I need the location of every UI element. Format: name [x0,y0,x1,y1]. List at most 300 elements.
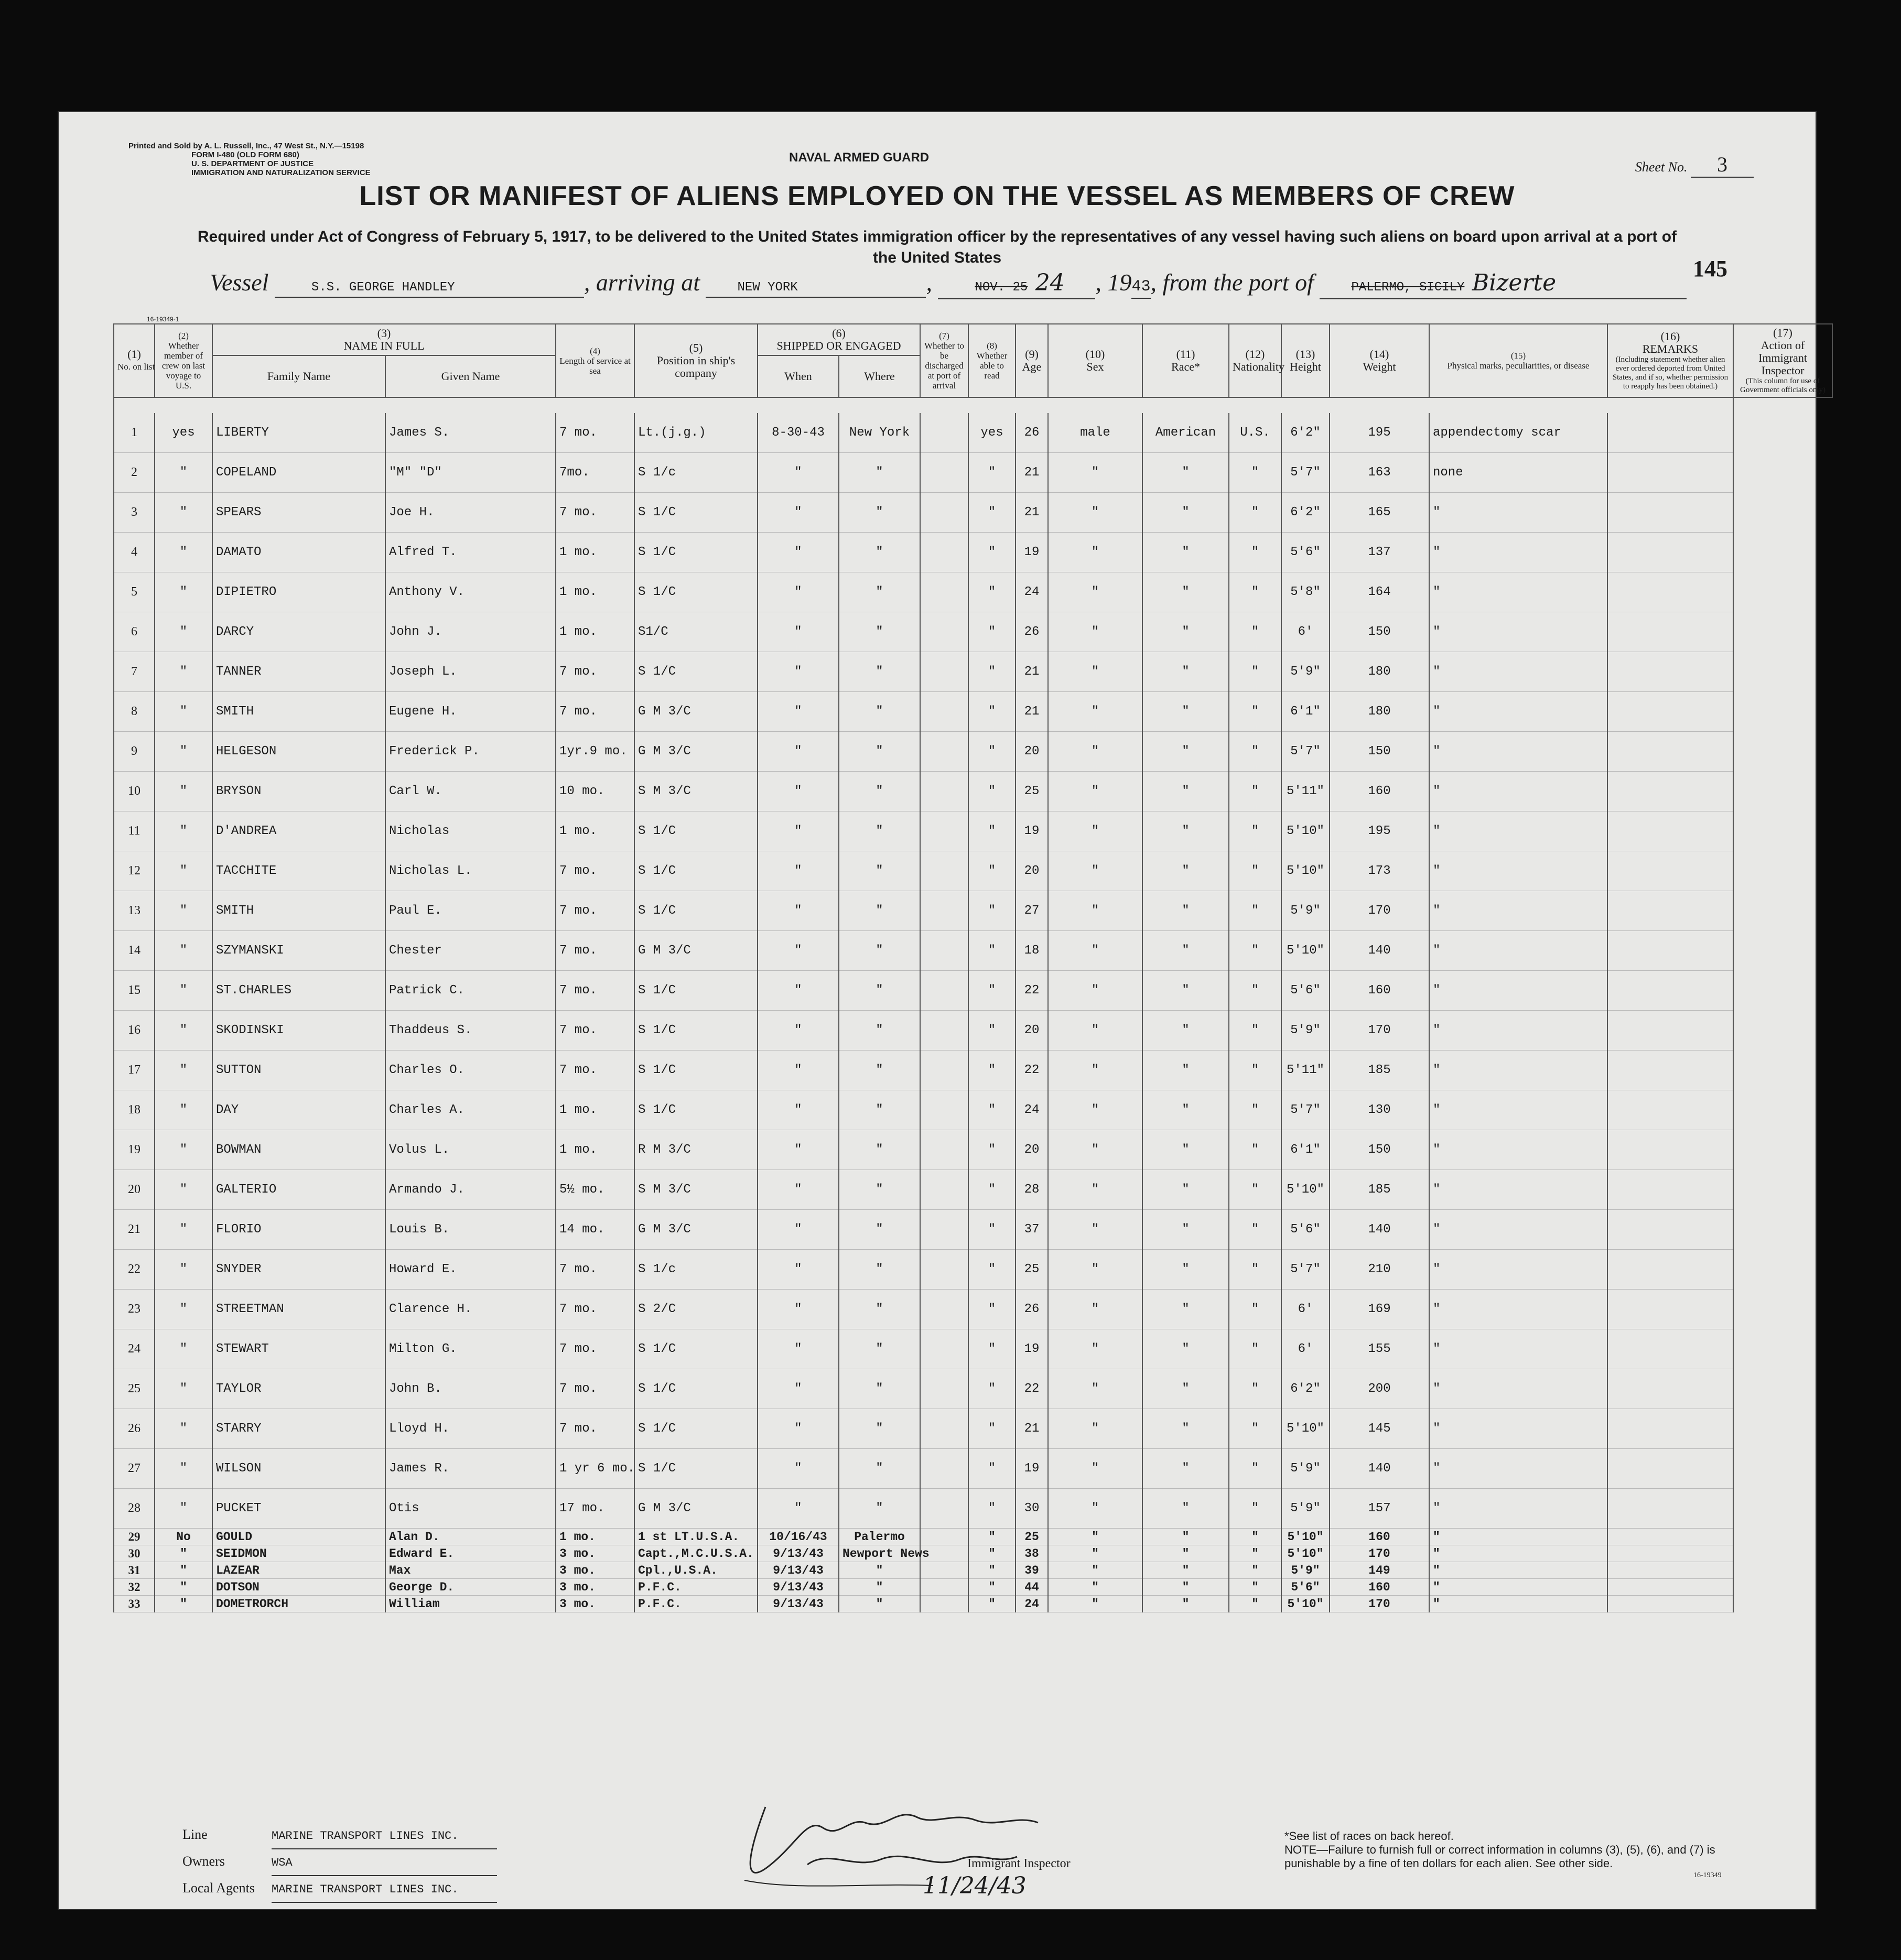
cell-when: " [758,891,839,931]
cell-inspector-action [1607,1170,1733,1210]
cell-sex: " [1048,1329,1142,1369]
cell-given: Paul E. [385,891,556,931]
cell-height: 5'9" [1281,1562,1330,1579]
cell-family: HELGESON [212,732,385,772]
cell-height: 5'8" [1281,572,1330,612]
cell-nat: " [1229,811,1281,851]
cell-disch [920,971,968,1011]
cell-when: " [758,1369,839,1409]
cell-read: " [968,851,1016,891]
cell-age: 26 [1016,1290,1048,1329]
cell-no: 32 [114,1579,155,1596]
cell-service: 10 mo. [556,772,634,811]
cell-position: G M 3/C [634,1489,758,1529]
cell-inspector-action [1607,811,1733,851]
cell-service: 1 mo. [556,572,634,612]
cell-prev: " [155,692,212,732]
cell-family: SZYMANSKI [212,931,385,971]
cell-no: 23 [114,1290,155,1329]
cell-nat: " [1229,1210,1281,1250]
col-age-header: (9) Age [1016,324,1048,397]
cell-marks: " [1429,1290,1607,1329]
cell-marks: " [1429,572,1607,612]
cell-service: 7 mo. [556,891,634,931]
col-remarks-header: (16) REMARKS (Including statement whether alien ever ordered deported from United States, and if so, whether permission to reapply has been obtained.) [1607,324,1733,397]
cell-service: 1 mo. [556,1090,634,1130]
cell-service: 7 mo. [556,692,634,732]
cell-sex: " [1048,1210,1142,1250]
cell-age: 22 [1016,1051,1048,1090]
cell-sex: " [1048,1290,1142,1329]
cell-given: Lloyd H. [385,1409,556,1449]
cell-given: Chester [385,931,556,971]
cell-position: G M 3/C [634,692,758,732]
cell-position: S 1/C [634,493,758,533]
cell-disch [920,1369,968,1409]
cell-position: 1 st LT.U.S.A. [634,1529,758,1545]
cell-when: " [758,931,839,971]
cell-weight: 185 [1330,1051,1429,1090]
races-note: *See list of races on back hereof. [1284,1829,1454,1843]
cell-weight: 160 [1330,1529,1429,1545]
cell-given: Joseph L. [385,652,556,692]
cell-where: " [839,1329,920,1369]
cell-nat: " [1229,1596,1281,1612]
cell-weight: 165 [1330,493,1429,533]
cell-race: " [1142,931,1229,971]
cell-nat: U.S. [1229,413,1281,453]
cell-age: 24 [1016,1596,1048,1612]
cell-disch [920,692,968,732]
cell-service: 7 mo. [556,1250,634,1290]
cell-when: " [758,851,839,891]
cell-when: " [758,811,839,851]
year-prefix: 19 [1107,269,1132,296]
cell-read: yes [968,413,1016,453]
cell-given: Alfred T. [385,533,556,572]
cell-inspector-action [1607,772,1733,811]
cell-inspector-action [1607,931,1733,971]
cell-prev: " [155,732,212,772]
cell-family: DAY [212,1090,385,1130]
cell-service: 7 mo. [556,851,634,891]
cell-sex: " [1048,533,1142,572]
cell-sex: " [1048,1369,1142,1409]
table-row [114,1250,1832,1290]
cell-when: " [758,1250,839,1290]
cell-where: " [839,931,920,971]
cell-prev: " [155,1489,212,1529]
agents-value: MARINE TRANSPORT LINES INC. [272,1878,497,1903]
naval-armed-guard-stamp: NAVAL ARMED GUARD [789,150,930,165]
cell-prev: " [155,1290,212,1329]
cell-position: S M 3/C [634,772,758,811]
cell-when: 9/13/43 [758,1579,839,1596]
cell-race: " [1142,1409,1229,1449]
sheet-label: Sheet No. [1635,159,1688,175]
cell-marks: " [1429,1130,1607,1170]
cell-age: 30 [1016,1489,1048,1529]
cell-service: 1 mo. [556,811,634,851]
cell-read: " [968,1090,1016,1130]
cell-disch [920,652,968,692]
cell-prev: " [155,1545,212,1562]
cell-prev: " [155,772,212,811]
cell-prev: " [155,612,212,652]
cell-where: " [839,851,920,891]
cell-nat: " [1229,732,1281,772]
cell-read: " [968,1409,1016,1449]
cell-read: " [968,572,1016,612]
manifest-sheet [58,111,1826,1910]
cell-when: " [758,1051,839,1090]
cell-where: " [839,652,920,692]
cell-no: 5 [114,572,155,612]
cell-no: 19 [114,1130,155,1170]
cell-read: " [968,493,1016,533]
col-shipped-header: (6) SHIPPED OR ENGAGED [758,324,920,355]
cell-position: P.F.C. [634,1596,758,1612]
cell-height: 5'7" [1281,453,1330,493]
cell-when: " [758,612,839,652]
cell-weight: 164 [1330,572,1429,612]
agents-label: Local Agents [182,1880,255,1896]
cell-read: " [968,931,1016,971]
cell-height: 5'7" [1281,732,1330,772]
col-prev-voyage-header: (2) Whether member of crew on last voyage to U.S. [155,324,212,397]
cell-given: Alan D. [385,1529,556,1545]
cell-position: S 1/C [634,891,758,931]
table-row [114,1562,1832,1579]
cell-service: 7 mo. [556,493,634,533]
cell-where: " [839,1449,920,1489]
cell-inspector-action [1607,1090,1733,1130]
cell-disch [920,1170,968,1210]
cell-marks: appendectomy scar [1429,413,1607,453]
cell-read: " [968,811,1016,851]
cell-family: COPELAND [212,453,385,493]
cell-sex: " [1048,1489,1142,1529]
cell-weight: 195 [1330,413,1429,453]
cell-inspector-action [1607,1409,1733,1449]
table-row [114,851,1832,891]
cell-race: " [1142,533,1229,572]
cell-height: 5'6" [1281,533,1330,572]
cell-disch [920,1051,968,1090]
cell-sex: " [1048,1011,1142,1051]
cell-read: " [968,1170,1016,1210]
cell-height: 5'6" [1281,1579,1330,1596]
cell-position: S 1/c [634,453,758,493]
cell-weight: 160 [1330,971,1429,1011]
cell-sex: " [1048,493,1142,533]
cell-where: " [839,1250,920,1290]
cell-inspector-action [1607,692,1733,732]
cell-height: 6'2" [1281,1369,1330,1409]
cell-sex: " [1048,1130,1142,1170]
cell-family: GOULD [212,1529,385,1545]
cell-weight: 200 [1330,1369,1429,1409]
cell-position: S 2/C [634,1290,758,1329]
cell-weight: 180 [1330,692,1429,732]
cell-family: DARCY [212,612,385,652]
cell-inspector-action [1607,1579,1733,1596]
cell-position: S M 3/C [634,1170,758,1210]
cell-race: " [1142,1170,1229,1210]
cell-when: " [758,1290,839,1329]
col-sex-header: (10) Sex [1048,324,1142,397]
cell-weight: 137 [1330,533,1429,572]
cell-marks: " [1429,1579,1607,1596]
cell-sex: " [1048,1090,1142,1130]
cell-disch [920,1090,968,1130]
cell-family: SPEARS [212,493,385,533]
cell-given: Joe H. [385,493,556,533]
cell-family: SKODINSKI [212,1011,385,1051]
cell-inspector-action [1607,1250,1733,1290]
cell-race: " [1142,572,1229,612]
cell-weight: 140 [1330,1449,1429,1489]
cell-no: 4 [114,533,155,572]
cell-given: John J. [385,612,556,652]
cell-disch [920,1409,968,1449]
cell-inspector-action [1607,1562,1733,1579]
cell-race: " [1142,1562,1229,1579]
cell-position: S 1/C [634,1369,758,1409]
cell-race: " [1142,891,1229,931]
signature-date: 11/24/43 [923,1872,1027,1899]
cell-inspector-action [1607,851,1733,891]
cell-when: " [758,1130,839,1170]
cell-read: " [968,1529,1016,1545]
cell-family: SMITH [212,692,385,732]
cell-service: 1 mo. [556,533,634,572]
col-race-header: (11) Race* [1142,324,1229,397]
cell-nat: " [1229,1090,1281,1130]
cell-age: 19 [1016,1449,1048,1489]
table-row [114,1369,1832,1409]
col-where-header: Where [839,355,920,397]
col-read-header: (8) Whether able to read [968,324,1016,397]
cell-read: " [968,891,1016,931]
from-port-label: , from the port of [1150,269,1314,296]
printer-line: Printed and Sold by A. L. Russell, Inc., 47 West St., N.Y.—15198 [128,142,364,150]
cell-where: " [839,1579,920,1596]
cell-service: 14 mo. [556,1210,634,1250]
cell-when: " [758,1409,839,1449]
cell-nat: " [1229,1449,1281,1489]
cell-where: " [839,453,920,493]
cell-family: DAMATO [212,533,385,572]
cell-inspector-action [1607,612,1733,652]
cell-marks: " [1429,652,1607,692]
cell-weight: 173 [1330,851,1429,891]
cell-disch [920,1250,968,1290]
cell-prev: " [155,1170,212,1210]
cell-when: " [758,493,839,533]
cell-position: S 1/C [634,1090,758,1130]
cell-nat: " [1229,971,1281,1011]
table-row [114,732,1832,772]
cell-service: 7mo. [556,453,634,493]
cell-disch [920,1011,968,1051]
table-row [114,413,1832,453]
cell-prev: " [155,811,212,851]
cell-given: James R. [385,1449,556,1489]
cell-given: Anthony V. [385,572,556,612]
cell-race: " [1142,1051,1229,1090]
cell-position: P.F.C. [634,1579,758,1596]
cell-where: " [839,971,920,1011]
cell-where: " [839,1409,920,1449]
cell-age: 28 [1016,1170,1048,1210]
cell-when: 9/13/43 [758,1562,839,1579]
cell-position: S 1/C [634,851,758,891]
cell-sex: " [1048,1409,1142,1449]
cell-where: " [839,1562,920,1579]
cell-marks: " [1429,1409,1607,1449]
cell-weight: 149 [1330,1562,1429,1579]
cell-no: 29 [114,1529,155,1545]
cell-sex: " [1048,1170,1142,1210]
sheet-number-field [1635,152,1754,178]
cell-service: 3 mo. [556,1596,634,1612]
cell-no: 30 [114,1545,155,1562]
table-row [114,1489,1832,1529]
cell-marks: " [1429,851,1607,891]
cell-nat: " [1229,851,1281,891]
cell-when: " [758,1329,839,1369]
cell-age: 24 [1016,572,1048,612]
cell-no: 7 [114,652,155,692]
cell-disch [920,572,968,612]
cell-weight: 170 [1330,1011,1429,1051]
arriving-port: NEW YORK [706,280,926,298]
cell-where: " [839,811,920,851]
cell-marks: " [1429,1545,1607,1562]
cell-marks: " [1429,1329,1607,1369]
cell-disch [920,1596,968,1612]
cell-read: " [968,612,1016,652]
cell-family: SNYDER [212,1250,385,1290]
col-marks-header: (15) Physical marks, peculiarities, or disease [1429,324,1607,397]
cell-when: " [758,652,839,692]
cell-sex: " [1048,1529,1142,1545]
page-title: LIST OR MANIFEST OF ALIENS EMPLOYED ON THE VESSEL AS MEMBERS OF CREW [359,181,1515,211]
cell-nat: " [1229,1011,1281,1051]
cell-where: " [839,1290,920,1329]
cell-inspector-action [1607,453,1733,493]
col-service-header: (4) Length of service at sea [556,324,634,397]
cell-age: 19 [1016,811,1048,851]
cell-nat: " [1229,453,1281,493]
cell-prev: " [155,533,212,572]
cell-family: LAZEAR [212,1562,385,1579]
cell-inspector-action [1607,1545,1733,1562]
cell-inspector-action [1607,1329,1733,1369]
cell-marks: " [1429,1250,1607,1290]
cell-no: 15 [114,971,155,1011]
cell-inspector-action [1607,533,1733,572]
cell-height: 5'10" [1281,851,1330,891]
cell-nat: " [1229,1170,1281,1210]
cell-race: " [1142,493,1229,533]
cell-race: " [1142,971,1229,1011]
cell-given: Thaddeus S. [385,1011,556,1051]
cell-when: " [758,572,839,612]
bottom-form-code: 16-19349 [1693,1871,1722,1879]
cell-race: " [1142,1329,1229,1369]
col-position-header: (5) Position in ship's company [634,324,758,397]
cell-where: New York [839,413,920,453]
cell-nat: " [1229,1409,1281,1449]
cell-weight: 155 [1330,1329,1429,1369]
cell-prev: " [155,1596,212,1612]
cell-inspector-action [1607,493,1733,533]
cell-race: " [1142,1250,1229,1290]
cell-position: S 1/C [634,971,758,1011]
from-port-typed: PALERMO, SICILY [1351,280,1465,295]
table-row [114,1545,1832,1562]
cell-height: 6'2" [1281,493,1330,533]
cell-race: " [1142,851,1229,891]
cell-height: 5'10" [1281,1529,1330,1545]
cell-family: BRYSON [212,772,385,811]
cell-race: " [1142,612,1229,652]
cell-no: 27 [114,1449,155,1489]
cell-weight: 170 [1330,1596,1429,1612]
cell-marks: " [1429,533,1607,572]
cell-service: 7 mo. [556,413,634,453]
cell-read: " [968,1562,1016,1579]
cell-prev: " [155,971,212,1011]
cell-age: 21 [1016,652,1048,692]
cell-no: 8 [114,692,155,732]
cell-prev: " [155,493,212,533]
cell-marks: " [1429,1449,1607,1489]
from-port-handwritten: Bizerte [1472,269,1557,296]
table-row [114,1170,1832,1210]
service: IMMIGRATION AND NATURALIZATION SERVICE [191,168,371,177]
cell-weight: 210 [1330,1250,1429,1290]
cell-given: Charles O. [385,1051,556,1090]
cell-prev: " [155,1562,212,1579]
cell-position: S 1/C [634,1011,758,1051]
cell-height: 5'9" [1281,1449,1330,1489]
table-row [114,692,1832,732]
cell-sex: " [1048,1562,1142,1579]
arriving-label: , arriving at [584,269,700,296]
cell-given: Max [385,1562,556,1579]
cell-height: 5'9" [1281,891,1330,931]
cell-disch [920,493,968,533]
cell-age: 19 [1016,1329,1048,1369]
cell-race: " [1142,1529,1229,1545]
cell-when: " [758,533,839,572]
cell-where: " [839,572,920,612]
cell-nat: " [1229,1290,1281,1329]
cell-race: " [1142,1449,1229,1489]
cell-inspector-action [1607,732,1733,772]
cell-given: Milton G. [385,1329,556,1369]
cell-no: 18 [114,1090,155,1130]
cell-family: SUTTON [212,1051,385,1090]
cell-family: GALTERIO [212,1170,385,1210]
cell-family: SEIDMON [212,1545,385,1562]
cell-when: " [758,453,839,493]
cell-where: " [839,1011,920,1051]
cell-read: " [968,971,1016,1011]
